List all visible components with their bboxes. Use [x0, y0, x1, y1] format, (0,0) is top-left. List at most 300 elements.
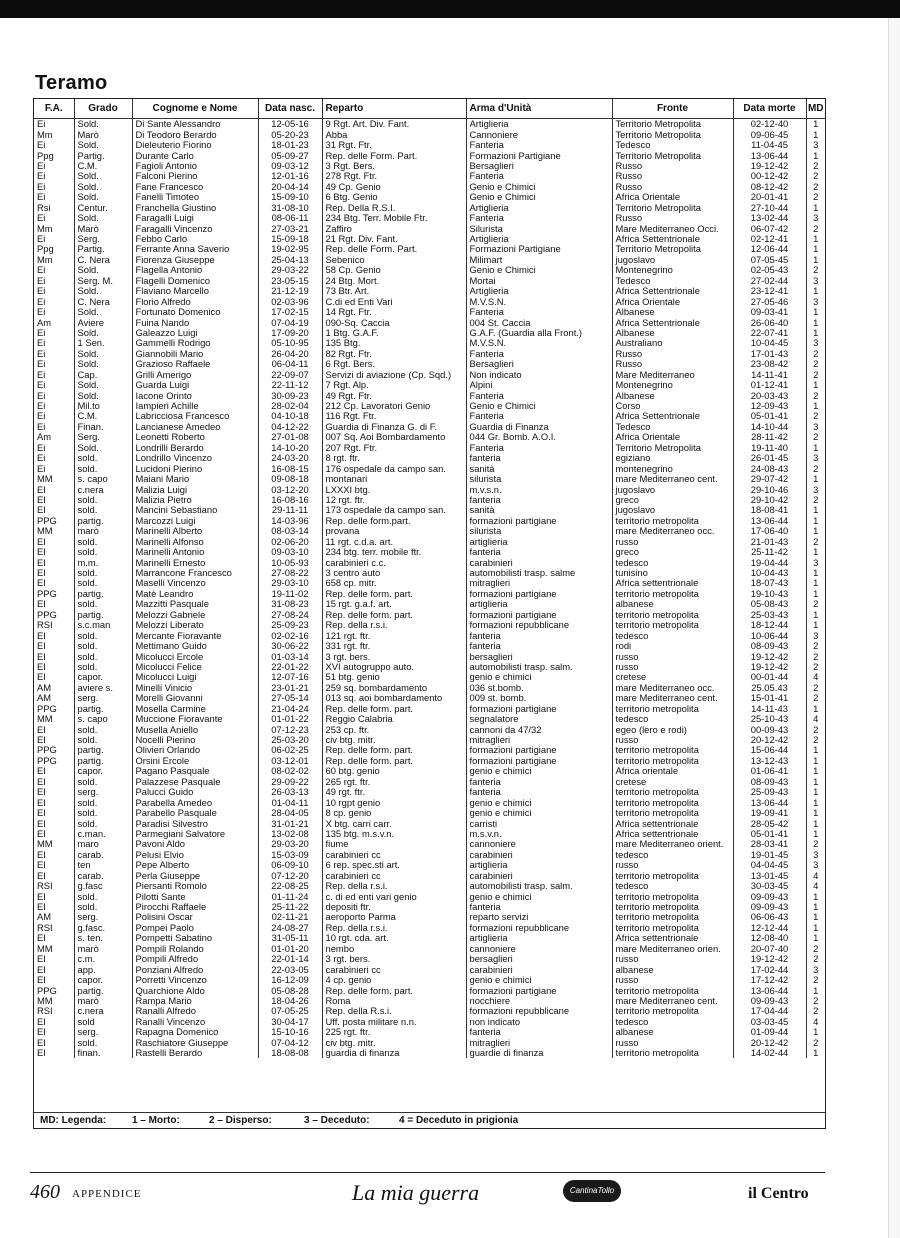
cell-data-morte: 08-09-43 [733, 777, 806, 787]
table-row [34, 808, 825, 818]
cell-md: 3 [813, 453, 819, 464]
cell-data-nasc: 10-05-93 [258, 557, 322, 567]
cell-data-nasc: 25-04-13 [258, 255, 322, 265]
cell-nome: Perla Giuseppe [132, 871, 258, 881]
cell-arma: Artiglieria [466, 234, 612, 244]
cell-data-morte: 17-12-42 [733, 975, 806, 985]
cell-reparto: guardia di finanza [322, 1048, 466, 1058]
cell-data-nasc: 29-11-11 [258, 505, 322, 515]
cell-reparto: 3 Rgt. Bers. [322, 161, 466, 171]
cell-md: 1 [813, 818, 819, 829]
table-row [34, 693, 825, 703]
cell-md: 1 [813, 912, 819, 923]
cell-fronte: Montenegrino [612, 380, 733, 390]
cell-data-nasc: 15-09-18 [258, 234, 322, 244]
cell-arma: G.A.F. (Guardia alla Front.) [466, 328, 612, 338]
cell-md: 3 [813, 338, 819, 349]
cell-fronte: territorio metropolita [612, 902, 733, 912]
cell-data-nasc: 19-02-95 [258, 244, 322, 254]
cell-fronte: russo [612, 1038, 733, 1048]
top-black-band [0, 0, 900, 18]
cell-arma: Bersaglieri [466, 359, 612, 369]
cell-arma: Alpini [466, 380, 612, 390]
cell-fa: Ei [34, 401, 74, 411]
cell-fronte: russo [612, 537, 733, 547]
cell-md: 1 [813, 505, 819, 516]
cell-data-nasc: 28-04-05 [258, 808, 322, 818]
cell-arma: cannoniere [466, 839, 612, 849]
cell-fronte: territorio metropolita [612, 891, 733, 901]
cell-fronte: mare Mediterraneo orient. [612, 839, 733, 849]
cell-reparto: 49 rgt. ftr. [322, 787, 466, 797]
cell-nome: Pepe Alberto [132, 860, 258, 870]
cell-grado: sold. [74, 735, 132, 745]
cell-nome: Piersanti Romolo [132, 881, 258, 891]
cell-fa: EI [34, 495, 74, 505]
cell-arma: m.s.v.n. [466, 829, 612, 839]
table-row [34, 651, 825, 661]
cell-reparto: c. di ed enti vari genio [322, 891, 466, 901]
cell-reparto: 49 Cp. Genio [322, 182, 466, 192]
cell-reparto: montanari [322, 474, 466, 484]
cell-data-nasc: 22-03-05 [258, 964, 322, 974]
table-row [34, 432, 825, 442]
cell-grado: ten [74, 860, 132, 870]
cell-nome: Minelli Vinicio [132, 683, 258, 693]
cell-reparto: 60 btg. genio [322, 766, 466, 776]
cell-fronte: greco [612, 547, 733, 557]
cell-grado: serg. [74, 693, 132, 703]
cell-fronte: greco [612, 495, 733, 505]
cell-data-nasc: 14-10-20 [258, 443, 322, 453]
cell-reparto: Reggio Calabria [322, 714, 466, 724]
cell-reparto: carabinieri cc [322, 964, 466, 974]
cell-data-nasc: 05-09-27 [258, 150, 322, 160]
cell-grado: 1 Sen. [74, 338, 132, 348]
cell-grado: marò [74, 996, 132, 1006]
cell-fronte: territorio metropolita [612, 704, 733, 714]
cell-grado: Serg. M. [74, 276, 132, 286]
cell-data-morte: 10-06-44 [733, 630, 806, 640]
cell-nome: Labricciosa Francesco [132, 411, 258, 421]
cell-fa: MM [34, 714, 74, 724]
cell-data-nasc: 03-12-01 [258, 756, 322, 766]
cell-arma: Bersaglieri [466, 161, 612, 171]
cell-arma: fanteria [466, 777, 612, 787]
cell-data-nasc: 22-01-22 [258, 662, 322, 672]
cell-reparto: 3 rgt. bers. [322, 954, 466, 964]
cell-grado: Cap. [74, 370, 132, 380]
cell-data-morte: 28-03-41 [733, 839, 806, 849]
cell-md: 1 [813, 1027, 819, 1038]
cell-grado: sold. [74, 724, 132, 734]
cell-md: 4 [813, 672, 819, 683]
cell-data-morte: 18-12-44 [733, 620, 806, 630]
cell-md: 1 [813, 233, 819, 245]
cell-nome: Galeazzo Luigi [132, 328, 258, 338]
table-row [34, 610, 825, 620]
cell-reparto: 265 rgt. ftr. [322, 777, 466, 787]
cell-arma: fanteria [466, 902, 612, 912]
cell-data-morte: 09-09-43 [733, 996, 806, 1006]
cell-md: 2 [813, 494, 819, 505]
table-row [34, 463, 825, 473]
cell-fronte: egeo (lero e rodi) [612, 724, 733, 734]
table-row [34, 422, 825, 432]
cell-data-nasc: 25-11-22 [258, 902, 322, 912]
cell-fa: EI [34, 902, 74, 912]
cell-fa: EI [34, 787, 74, 797]
cell-md: 2 [813, 463, 819, 474]
cell-grado: serg. [74, 912, 132, 922]
cell-data-morte: 05-01-41 [733, 411, 806, 421]
cell-grado: c.m. [74, 954, 132, 964]
cell-grado: Sold. [74, 349, 132, 359]
cell-md: 1 [813, 620, 819, 631]
cell-fa: Ei [34, 349, 74, 359]
cell-reparto: 15 rgt. g.a.f. art. [322, 599, 466, 609]
cell-arma: genio e chimici [466, 766, 612, 776]
cell-arma: carristi [466, 818, 612, 828]
cell-grado: C. Nera [74, 296, 132, 306]
cell-fronte: tedesco [612, 850, 733, 860]
cell-fronte: mare Mediterraneo cent. [612, 474, 733, 484]
cell-reparto: 234 btg. terr. mobile ftr. [322, 547, 466, 557]
cell-arma: formazioni partigiane [466, 704, 612, 714]
cell-md: 2 [813, 369, 819, 380]
cell-arma: artiglieria [466, 933, 612, 943]
cell-fronte: Tedesco [612, 276, 733, 286]
cell-nome: Parmegiani Salvatore [132, 829, 258, 839]
cell-data-nasc: 29-03-22 [258, 265, 322, 275]
cell-fa: RSI [34, 620, 74, 630]
cell-data-nasc: 28-02-04 [258, 401, 322, 411]
cell-md: 2 [813, 943, 819, 954]
cell-reparto: Abba [322, 129, 466, 139]
cell-data-morte: 09-06-45 [733, 129, 806, 139]
cell-nome: Melozzi Gabriele [132, 610, 258, 620]
cell-data-nasc: 06-02-25 [258, 745, 322, 755]
table-row [34, 881, 825, 891]
table-row [34, 1038, 825, 1048]
table-row [34, 902, 825, 912]
cell-arma: Cannoniere [466, 129, 612, 139]
cell-fronte: Albanese [612, 328, 733, 338]
cell-data-morte: 23-08-42 [733, 359, 806, 369]
cell-arma: Genio e Chimici [466, 401, 612, 411]
cell-grado: Sold. [74, 192, 132, 202]
cell-fa: EI [34, 630, 74, 640]
cell-data-nasc: 08-06-11 [258, 213, 322, 223]
cell-nome: Grazioso Raffaele [132, 359, 258, 369]
table-row [34, 161, 825, 171]
cell-fa: AM [34, 693, 74, 703]
table-row [34, 203, 825, 213]
cell-data-nasc: 08-03-14 [258, 526, 322, 536]
cell-data-morte: 19-11-40 [733, 443, 806, 453]
cell-md: 2 [813, 359, 819, 370]
cell-data-nasc: 23-05-15 [258, 276, 322, 286]
cell-nome: Marcozzi Luigi [132, 516, 258, 526]
cell-nome: Flagella Antonio [132, 265, 258, 275]
cell-fronte: Albanese [612, 390, 733, 400]
cell-reparto: Rep. della R.s.i. [322, 1006, 466, 1016]
cell-reparto: 31 Rgt. Ftr. [322, 140, 466, 150]
cell-md: 1 [813, 828, 819, 839]
cell-reparto: 234 Btg. Terr. Mobile Ftr. [322, 213, 466, 223]
cell-fa: PPG [34, 704, 74, 714]
cell-fronte: territorio metropolita [612, 1048, 733, 1058]
cell-reparto: 135 Btg. [322, 338, 466, 348]
cell-data-nasc: 13-02-08 [258, 829, 322, 839]
cell-data-nasc: 15-09-10 [258, 192, 322, 202]
cell-fa: EI [34, 871, 74, 881]
cell-data-morte: 15-06-44 [733, 745, 806, 755]
cell-fronte: Africa settentrionale [612, 818, 733, 828]
cell-md: 2 [813, 682, 819, 693]
table-row [34, 150, 825, 160]
cell-data-nasc: 29-03-10 [258, 578, 322, 588]
cell-fronte: tedesco [612, 1017, 733, 1027]
cell-reparto: 4 cp. genio [322, 975, 466, 985]
table-row [34, 985, 825, 995]
cell-fa: EI [34, 599, 74, 609]
cell-data-morte: 17-02-44 [733, 964, 806, 974]
cell-md: 1 [813, 129, 819, 140]
cell-md: 1 [813, 985, 819, 996]
table-row [34, 1006, 825, 1016]
cell-nome: Marrancone Francesco [132, 568, 258, 578]
cell-nome: Quarchione Aldo [132, 985, 258, 995]
cell-nome: Pompei Paolo [132, 923, 258, 933]
cell-data-nasc: 08-02-02 [258, 766, 322, 776]
cell-reparto: 24 Btg. Mort. [322, 276, 466, 286]
cell-md: 3 [813, 849, 819, 860]
table-row [34, 328, 825, 338]
cell-fronte: mare Mediterraneo orien. [612, 944, 733, 954]
cell-data-morte: 19-12-42 [733, 161, 806, 171]
cell-fa: EI [34, 1048, 74, 1058]
cell-reparto: 10 rgt. cda. art. [322, 933, 466, 943]
table-row [34, 589, 825, 599]
cell-arma: fanteria [466, 630, 612, 640]
cell-reparto: 176 ospedale da campo san. [322, 463, 466, 473]
cell-arma: formazioni partigiane [466, 589, 612, 599]
table-row [34, 526, 825, 536]
cell-reparto: 121 rgt. ftr. [322, 630, 466, 640]
cell-nome: Ranalli Alfredo [132, 1006, 258, 1016]
cell-reparto: 58 Cp. Genio [322, 265, 466, 275]
cell-md: 1 [813, 797, 819, 808]
cell-fa: AM [34, 683, 74, 693]
cell-fronte: Africa Orientale [612, 192, 733, 202]
cell-data-morte: 25-03-43 [733, 610, 806, 620]
cell-fa: EI [34, 651, 74, 661]
cell-md: 1 [813, 1047, 819, 1059]
cell-data-morte: 12-09-43 [733, 401, 806, 411]
cell-arma: carabinieri [466, 964, 612, 974]
table-row [34, 662, 825, 672]
table-row [34, 505, 825, 515]
cell-arma: M.V.S.N. [466, 338, 612, 348]
cell-md: 1 [813, 922, 819, 933]
cell-reparto: 14 Rgt. Ftr. [322, 307, 466, 317]
cell-nome: Rampa Mario [132, 996, 258, 1006]
cell-data-nasc: 27-08-22 [258, 568, 322, 578]
cell-md: 2 [813, 995, 819, 1006]
cell-reparto: Guardia di Finanza G. di F. [322, 422, 466, 432]
cell-grado: Centur. [74, 203, 132, 213]
table-row [34, 944, 825, 954]
cell-grado: Sold. [74, 307, 132, 317]
cell-fa: EI [34, 766, 74, 776]
cell-reparto: 090-Sq. Caccia [322, 317, 466, 327]
cell-data-morte: 19-12-42 [733, 651, 806, 661]
cell-fronte: Corso [612, 401, 733, 411]
cell-fronte: Tedesco [612, 422, 733, 432]
cell-nome: Febbo Carlo [132, 234, 258, 244]
cell-fronte: territorio metropolita [612, 1006, 733, 1016]
cell-nome: Pavoni Aldo [132, 839, 258, 849]
table-row [34, 390, 825, 400]
cell-nome: Ranalli Vincenzo [132, 1017, 258, 1027]
table-row [34, 578, 825, 588]
cell-fa: EI [34, 672, 74, 682]
cell-grado: marò [74, 526, 132, 536]
cell-md: 1 [813, 578, 819, 589]
table-row [34, 714, 825, 724]
cell-arma: 004 St. Caccia [466, 317, 612, 327]
cell-reparto: XVI autogruppo auto. [322, 662, 466, 672]
cell-grado: serg. [74, 1027, 132, 1037]
cell-md: 1 [813, 766, 819, 777]
cell-fronte: territorio metropolita [612, 756, 733, 766]
cell-md: 1 [813, 776, 819, 787]
cell-arma: formazioni partigiane [466, 516, 612, 526]
cell-data-nasc: 31-01-21 [258, 818, 322, 828]
cell-md: 4 [813, 713, 819, 725]
cell-nome: Micolucci Ercole [132, 651, 258, 661]
cell-md: 1 [813, 473, 819, 485]
cell-fa: EI [34, 954, 74, 964]
table-row [34, 777, 825, 787]
table-row [34, 829, 825, 839]
cell-md: 2 [813, 1006, 819, 1017]
cell-arma: genio e chimici [466, 891, 612, 901]
cell-data-nasc: 01-01-20 [258, 944, 322, 954]
cell-nome: Muccione Fioravante [132, 714, 258, 724]
col-header-reparto: Reparto [322, 99, 466, 119]
cell-fa: Am [34, 317, 74, 327]
cell-fronte: territorio metropolita [612, 985, 733, 995]
cell-arma: bersaglieri [466, 651, 612, 661]
cell-data-morte: 27-02-44 [733, 276, 806, 286]
cell-grado: capor. [74, 975, 132, 985]
cell-data-nasc: 30-09-23 [258, 390, 322, 400]
cell-data-morte: 30-03-45 [733, 881, 806, 891]
cell-reparto: Rep. della r.s.i. [322, 620, 466, 630]
cell-data-morte: 19-12-42 [733, 954, 806, 964]
cell-fa: Ei [34, 390, 74, 400]
cell-fronte: territorio metropolita [612, 787, 733, 797]
cell-fa: EI [34, 777, 74, 787]
col-header-data-nasc: Data nasc. [258, 99, 322, 119]
cell-fronte: Africa settentrionale [612, 578, 733, 588]
cell-fa: EI [34, 829, 74, 839]
cell-nome: Durante Carlo [132, 150, 258, 160]
table-row [34, 192, 825, 202]
cell-reparto: fiume [322, 839, 466, 849]
cell-md: 2 [813, 536, 819, 547]
cell-data-nasc: 07-12-20 [258, 871, 322, 881]
cell-arma: sanità [466, 463, 612, 473]
cell-arma: Guardia di Finanza [466, 422, 612, 432]
cell-fronte: mare Mediterraneo cent. [612, 693, 733, 703]
cell-fronte: Africa Settentrionale [612, 411, 733, 421]
cell-fronte: albanese [612, 1027, 733, 1037]
cell-fronte: Africa Orientale [612, 296, 733, 306]
legend-item-1: 1 – Morto: [132, 1115, 180, 1126]
cell-arma: formazioni repubblicane [466, 1006, 612, 1016]
cell-arma: Fanteria [466, 307, 612, 317]
cell-reparto: 3 rgt. bers. [322, 651, 466, 661]
cell-md: 2 [813, 265, 819, 276]
footer-rule [30, 1172, 825, 1173]
cell-grado: Sold. [74, 182, 132, 192]
cell-data-nasc: 09-03-10 [258, 547, 322, 557]
cell-fronte: jugoslavo [612, 505, 733, 515]
table-row [34, 401, 825, 411]
cell-data-morte: 25-10-43 [733, 714, 806, 724]
cell-reparto: 013 sq. aoi bombardamento [322, 693, 466, 703]
cell-nome: Grilli Amerigo [132, 370, 258, 380]
table-row [34, 474, 825, 484]
cell-md: 2 [813, 1037, 819, 1048]
publication-title: La mia guerra [352, 1180, 480, 1205]
table-row [34, 568, 825, 578]
cell-fronte: Russo [612, 213, 733, 223]
cell-fa: MM [34, 996, 74, 1006]
cell-fronte: montenegrino [612, 463, 733, 473]
cell-reparto: Rep. delle form. part. [322, 756, 466, 766]
table-row [34, 547, 825, 557]
cell-fa: Ei [34, 161, 74, 171]
cell-md: 1 [813, 515, 819, 526]
cell-grado: carab. [74, 871, 132, 881]
cell-fa: Ei [34, 380, 74, 390]
cell-grado: sold. [74, 641, 132, 651]
cell-data-morte: 12-06-44 [733, 244, 806, 254]
cell-grado: Sold. [74, 286, 132, 296]
cell-data-nasc: 02-11-21 [258, 912, 322, 922]
cell-md: 3 [813, 557, 819, 568]
cell-data-morte: 04-04-45 [733, 860, 806, 870]
cell-data-morte: 27-05-46 [733, 296, 806, 306]
cell-data-nasc: 25-09-23 [258, 620, 322, 630]
cell-md: 1 [813, 933, 819, 944]
cell-data-nasc: 14-03-96 [258, 516, 322, 526]
cell-arma: artiglieria [466, 537, 612, 547]
cell-fronte: tunisino [612, 568, 733, 578]
cell-data-morte: 14-02-44 [733, 1048, 806, 1058]
cell-arma: Fanteria [466, 213, 612, 223]
cell-fa: EI [34, 1017, 74, 1027]
cell-data-nasc: 17-02-15 [258, 307, 322, 317]
cell-fa: EI [34, 964, 74, 974]
cell-nome: Fiorenza Giuseppe [132, 255, 258, 265]
cell-data-morte: 06-06-43 [733, 912, 806, 922]
cell-nome: Flaviano Marcello [132, 286, 258, 296]
